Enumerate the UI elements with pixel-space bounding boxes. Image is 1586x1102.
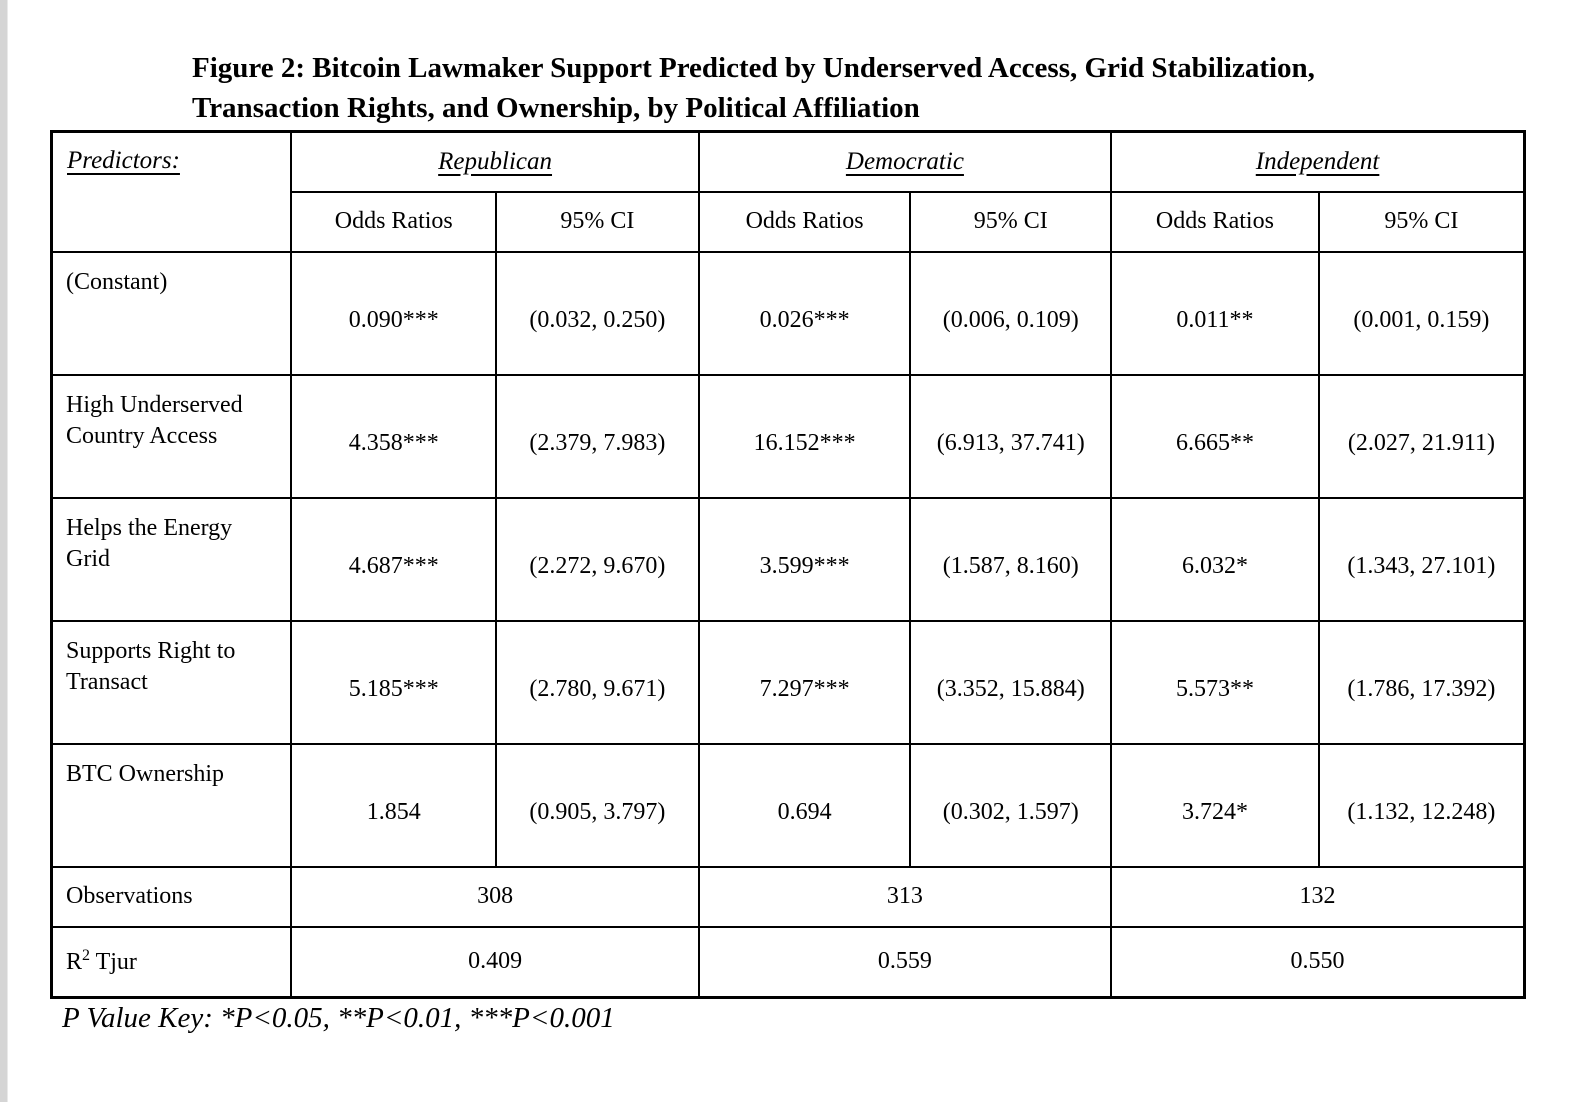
- cell-value: (3.352, 15.884): [910, 621, 1111, 744]
- table-row-right-to-transact: [52, 621, 1525, 744]
- figure-title-line1: Figure 2: Bitcoin Lawmaker Support Predicted by Underserved Access, Grid Stabilization,: [192, 52, 1315, 84]
- table-row-group-headers: [52, 132, 1525, 192]
- cell-value: (0.001, 0.159): [1319, 252, 1525, 375]
- group-header-republican-label: Republican: [438, 147, 553, 175]
- table-row-constant: [52, 252, 1525, 375]
- table-row-r2-tjur: [52, 927, 1525, 998]
- cell-value: 3.724*: [1111, 744, 1319, 867]
- cell-value: 1.854: [291, 744, 496, 867]
- predictors-label: Predictors:: [67, 147, 180, 174]
- observations-republican: 308: [291, 867, 698, 927]
- cell-value: 6.665**: [1111, 375, 1319, 498]
- cell-value: (0.006, 0.109): [910, 252, 1111, 375]
- table-row-energy-grid: [52, 498, 1525, 621]
- cell-value: 7.297***: [699, 621, 911, 744]
- cell-value: 6.032*: [1111, 498, 1319, 621]
- cell-value: (0.302, 1.597): [910, 744, 1111, 867]
- cell-value: 5.185***: [291, 621, 496, 744]
- figure-title-line2: Transaction Rights, and Ownership, by Political Affiliation: [192, 92, 920, 124]
- cell-value: 0.026***: [699, 252, 911, 375]
- row-label: High Underserved Country Access: [52, 375, 292, 498]
- table-row-btc-ownership: [52, 744, 1525, 867]
- r2-rest: Tjur: [90, 949, 137, 976]
- cell-value: 16.152***: [699, 375, 911, 498]
- r2-superscript: 2: [82, 947, 91, 965]
- cell-value: 0.090***: [291, 252, 496, 375]
- p-value-key: P Value Key: *P<0.05, **P<0.01, ***P<0.001: [62, 1002, 615, 1034]
- cell-value: (6.913, 37.741): [910, 375, 1111, 498]
- window-edge-strip: [0, 0, 8, 1102]
- group-header-independent: [1111, 132, 1524, 192]
- cell-value: 4.687***: [291, 498, 496, 621]
- observations-democratic: 313: [699, 867, 1111, 927]
- r2-republican: 0.409: [291, 927, 698, 998]
- subheader-ci-republican: 95% CI: [496, 192, 699, 252]
- row-label: [52, 927, 292, 998]
- cell-value: 4.358***: [291, 375, 496, 498]
- cell-value: 3.599***: [699, 498, 911, 621]
- cell-value: 5.573**: [1111, 621, 1319, 744]
- cell-value: 0.011**: [1111, 252, 1319, 375]
- subheader-odds-ratios-republican: Odds Ratios: [291, 192, 496, 252]
- cell-value: (1.587, 8.160): [910, 498, 1111, 621]
- subheader-odds-ratios-democratic: Odds Ratios: [699, 192, 911, 252]
- cell-value: (0.032, 0.250): [496, 252, 699, 375]
- cell-value: (2.272, 9.670): [496, 498, 699, 621]
- group-header-democratic: [699, 132, 1111, 192]
- row-label: Observations: [52, 867, 292, 927]
- row-label: Helps the Energy Grid: [52, 498, 292, 621]
- cell-value: (2.780, 9.671): [496, 621, 699, 744]
- table-row-underserved-access: [52, 375, 1525, 498]
- table-row-observations: [52, 867, 1525, 927]
- subheader-ci-democratic: 95% CI: [910, 192, 1111, 252]
- group-header-republican: [291, 132, 698, 192]
- row-label: BTC Ownership: [52, 744, 292, 867]
- group-header-independent-label: Independent: [1255, 147, 1380, 175]
- cell-value: (2.379, 7.983): [496, 375, 699, 498]
- r2-independent: 0.550: [1111, 927, 1524, 998]
- predictors-header-cell: [52, 132, 292, 252]
- r2-base: R: [66, 949, 83, 976]
- row-label: Supports Right to Transact: [52, 621, 292, 744]
- cell-value: (1.343, 27.101): [1319, 498, 1525, 621]
- row-label: (Constant): [52, 252, 292, 375]
- cell-value: 0.694: [699, 744, 911, 867]
- observations-independent: 132: [1111, 867, 1524, 927]
- regression-results-table: [50, 130, 1526, 999]
- cell-value: (2.027, 21.911): [1319, 375, 1525, 498]
- cell-value: (0.905, 3.797): [496, 744, 699, 867]
- r2-democratic: 0.559: [699, 927, 1111, 998]
- group-header-democratic-label: Democratic: [845, 147, 964, 175]
- subheader-ci-independent: 95% CI: [1319, 192, 1525, 252]
- cell-value: (1.132, 12.248): [1319, 744, 1525, 867]
- subheader-odds-ratios-independent: Odds Ratios: [1111, 192, 1319, 252]
- cell-value: (1.786, 17.392): [1319, 621, 1525, 744]
- figure-title: [192, 48, 1472, 128]
